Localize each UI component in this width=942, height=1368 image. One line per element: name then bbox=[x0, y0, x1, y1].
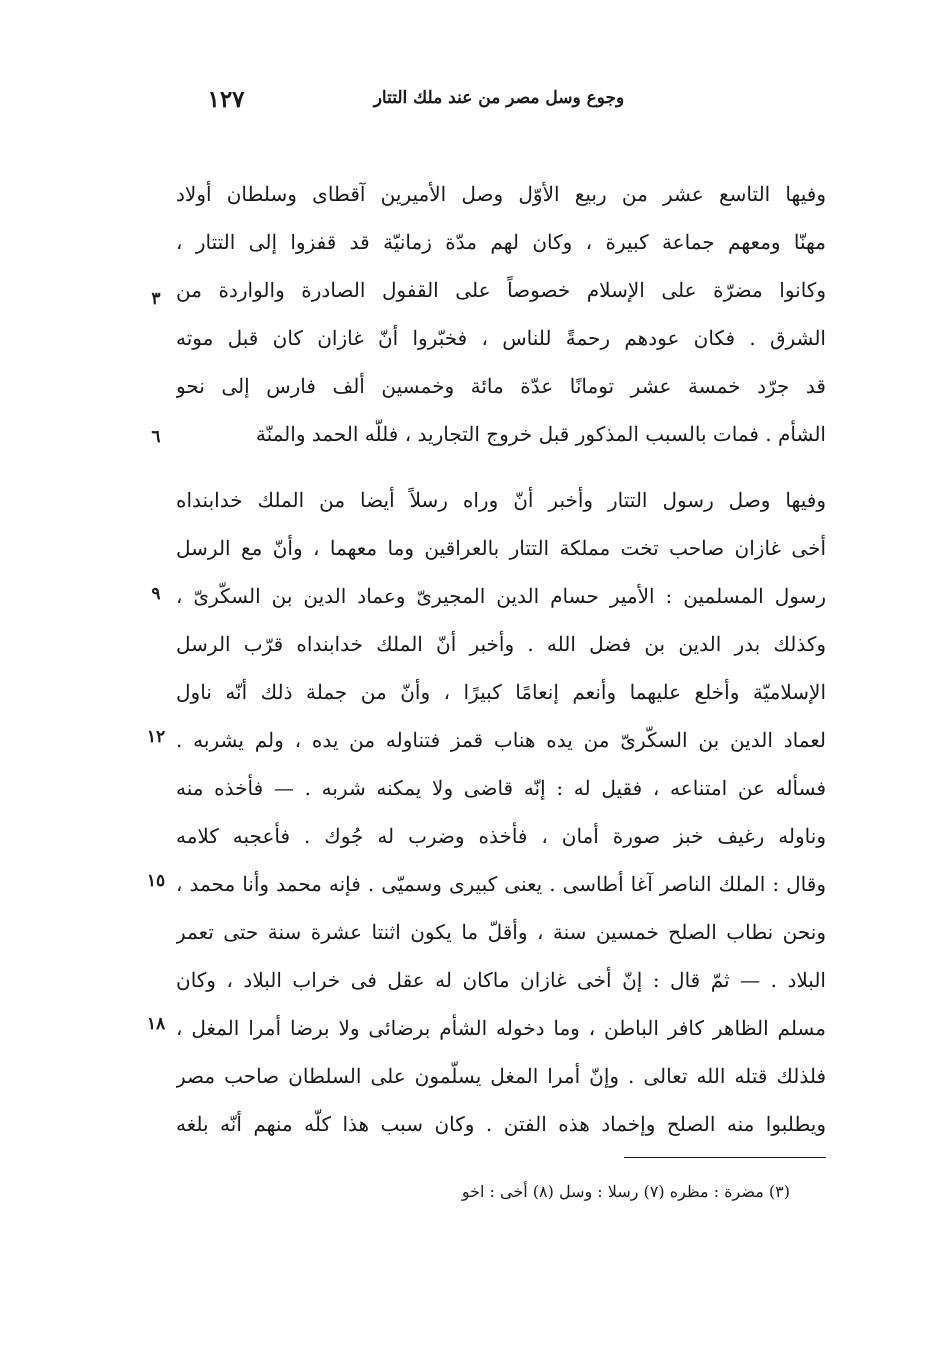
text-line: وكذلك بدر الدين بن فضل الله . وأخبر أنّ الملك خدابنداه قرّب الرسل bbox=[176, 632, 826, 656]
text-line: لعماد الدين بن السكّرىّ من يده هناب قمز فتناوله من يده ، ولم يشربه . bbox=[176, 728, 826, 752]
text-line: وكانوا مضرّة على الإسلام خصوصاً على القفول الصادرة والواردة من bbox=[176, 278, 826, 302]
text-line: وفيها وصل رسول التتار وأخبر أنّ وراه رسلاً أيضا من الملك خدابنداه bbox=[176, 488, 826, 512]
paragraph-gap bbox=[176, 458, 826, 476]
text-line: ويطلبوا منه الصلح وإخماد هذه الفتن . وكان سبب هذا كلّه منهم أنّه بلغه bbox=[176, 1112, 826, 1136]
body-text bbox=[176, 170, 826, 1148]
text-line: أخى غازان صاحب تخت مملكة التتار بالعراقين وما معهما ، وأنّ مع الرسل bbox=[176, 536, 826, 560]
running-title: وجوع وسل مصر من عند ملك التتار bbox=[373, 88, 625, 108]
text-line: مسلم الظاهر كافر الباطن ، وما دخوله الشأم برضائى ولا برضا أمرا المغل ، bbox=[176, 1016, 826, 1040]
page-number: ١٢٧ bbox=[207, 86, 245, 113]
footnote-divider bbox=[624, 1157, 826, 1158]
text-line: مهنّا ومعهم جماعة كبيرة ، وكان لهم مدّة زمانيّة قد قفزوا إلى التتار ، bbox=[176, 230, 826, 254]
margin-line-number: ١٢ bbox=[146, 727, 166, 747]
footnote: (٣) مضرة : مظره (٧) رسلا : وسل (٨) أخى : اخو bbox=[461, 1182, 790, 1201]
text-line: فلذلك قتله الله تعالى . وإنّ أمرا المغل يسلّمون على السلطان صاحب مصر bbox=[176, 1064, 826, 1088]
margin-line-number: ٩ bbox=[151, 584, 161, 604]
text-line: وقال : الملك الناصر آغا أطاسى . يعنى كبيرى وسميّى . فإنه محمد وأنا محمد ، bbox=[176, 872, 826, 896]
text-line: الإسلاميّة وأخلع عليهما وأنعم إنعامًا كبيرًا ، وأنّ من جملة ذلك أنّه ناول bbox=[176, 680, 826, 704]
margin-line-number: ٦ bbox=[151, 427, 161, 447]
text-line: الشرق . فكان عودهم رحمةً للناس ، فخبّروا أنّ غازان كان قبل موته bbox=[176, 326, 826, 350]
text-line: قد جرّد خمسة عشر تومانًا عدّة مائة وخمسين ألف فارس إلى نحو bbox=[176, 374, 826, 398]
text-line: وناوله رغيف خبز صورة أمان ، فأخذه وضرب له جُوك . فأعجبه كلامه bbox=[176, 824, 826, 848]
text-line: الشأم . فمات بالسبب المذكور قبل خروج التجاريد ، فللّه الحمد والمنّة bbox=[255, 422, 826, 446]
margin-line-number: ١٥ bbox=[146, 871, 166, 891]
text-line: رسول المسلمين : الأمير حسام الدين المجيرىّ وعماد الدين بن السكّرىّ ، bbox=[176, 584, 826, 608]
margin-line-number: ١٨ bbox=[146, 1014, 166, 1034]
text-line: البلاد . — ثمّ قال : إنّ أخى غازان ماكان له عقل فى خراب البلاد ، وكان bbox=[176, 968, 826, 992]
text-line: ونحن نطاب الصلح خمسين سنة ، وأقلّ ما يكون اثنتا عشرة سنة حتى تعمر bbox=[176, 920, 826, 944]
text-line: وفيها التاسع عشر من ربيع الأوّل وصل الأميرين آقطاى وسلطان أولاد bbox=[176, 182, 826, 206]
margin-line-number: ٣ bbox=[151, 289, 161, 309]
text-line: فسأله عن امتناعه ، فقيل له : إنّه قاضى ولا يمكنه شربه . — فأخذه منه bbox=[176, 776, 826, 800]
